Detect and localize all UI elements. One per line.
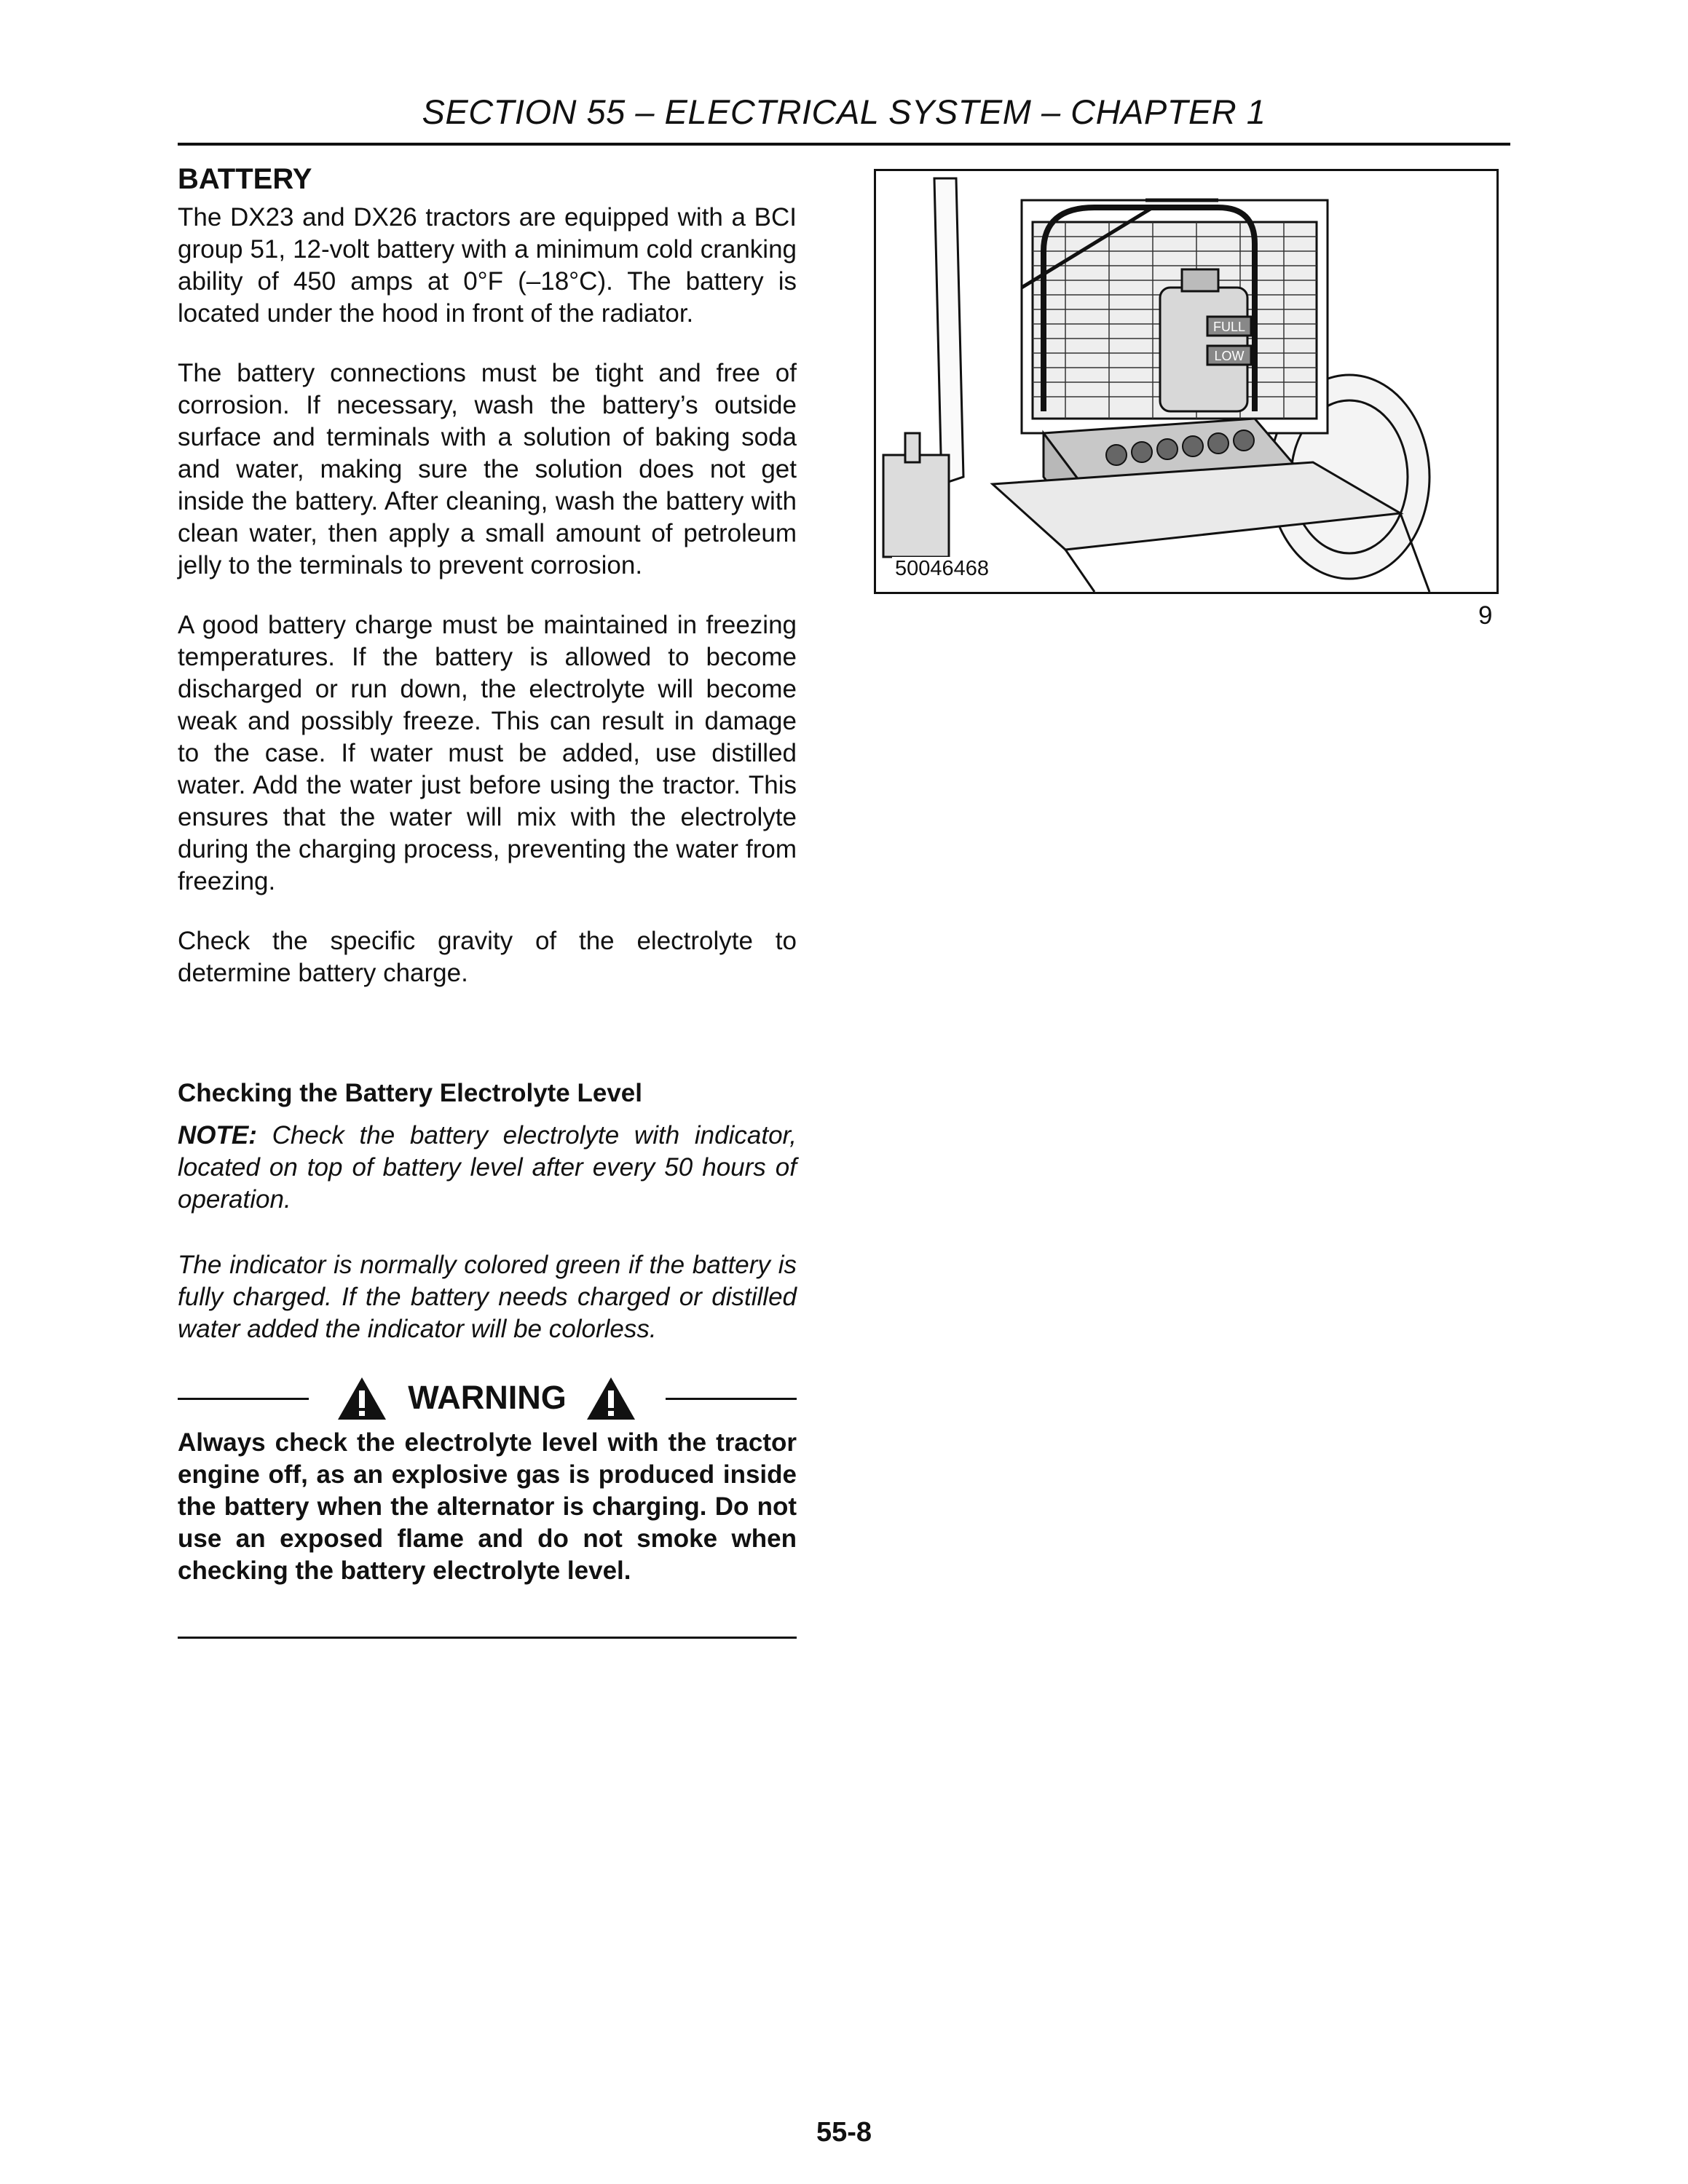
warning-triangle-icon xyxy=(585,1376,636,1421)
battery-paragraph-1: The DX23 and DX26 tractors are equipped with a BCI group 51, 12-volt battery with a minimum cold cranking ability of 450 amps at 0°F (–18°C). The battery is located under the hood in front of the radiator. xyxy=(178,203,797,328)
warning-triangle-icon xyxy=(336,1376,387,1421)
warning-label: WARNING xyxy=(408,1379,567,1416)
note-text: Check the battery electrolyte with indicator, located on top of battery level after every 50 hours of operation. xyxy=(178,1121,797,1214)
indicator-paragraph: The indicator is normally colored green if the battery is fully charged. If the battery needs charged or distilled water added the indicator will be colorless. xyxy=(178,1251,797,1343)
warning-text: Always check the electrolyte level with the tractor engine off, as an explosive gas is produced inside the battery when the alternator is charging. Do not use an exposed flame and do not smoke when checking the battery electrolyte level. xyxy=(178,1428,797,1585)
reservoir-full-mark: FULL xyxy=(1212,320,1246,334)
battery-section xyxy=(178,163,797,1017)
battery-paragraph-4: Check the specific gravity of the electrolyte to determine battery charge. xyxy=(178,927,797,987)
warning-rule-right xyxy=(666,1398,797,1400)
battery-drawing xyxy=(876,171,1496,592)
electrolyte-heading: Checking the Battery Electrolyte Level xyxy=(178,1079,642,1107)
page-header xyxy=(178,92,1510,146)
warning-banner xyxy=(178,1374,797,1421)
page-number: 55-8 xyxy=(816,2117,872,2148)
figure-number: 9 xyxy=(1478,601,1493,630)
reservoir-low-mark: LOW xyxy=(1214,349,1245,363)
header-title: SECTION 55 – ELECTRICAL SYSTEM – CHAPTER 1 xyxy=(422,92,1266,131)
battery-paragraph-2: The battery connections must be tight and free of corrosion. If necessary, wash the battery’s outside surface and terminals with a solution of baking soda and water, making sure the solution does not get inside the battery. After cleaning, wash the battery with clean water, then apply a small amount of petroleum jelly to the terminals to prevent corrosion. xyxy=(178,359,797,579)
warning-rule-left xyxy=(178,1398,309,1400)
note-block xyxy=(178,1120,797,1216)
figure-id: 50046468 xyxy=(892,557,992,581)
note-label: NOTE: xyxy=(178,1121,257,1150)
warning-bottom-rule xyxy=(178,1637,797,1639)
battery-illustration xyxy=(874,169,1499,594)
section-title: BATTERY xyxy=(178,163,312,195)
battery-paragraph-3: A good battery charge must be maintained in freezing temperatures. If the battery is allowed to become discharged or run down, the electrolyte will become weak and possibly freeze. This can result in damage to the case. If water must be added, use distilled water. Add the water just before using the tractor. This ensures that the water will mix with the electrolyte during the charging process, preventing the water from freezing. xyxy=(178,611,797,895)
